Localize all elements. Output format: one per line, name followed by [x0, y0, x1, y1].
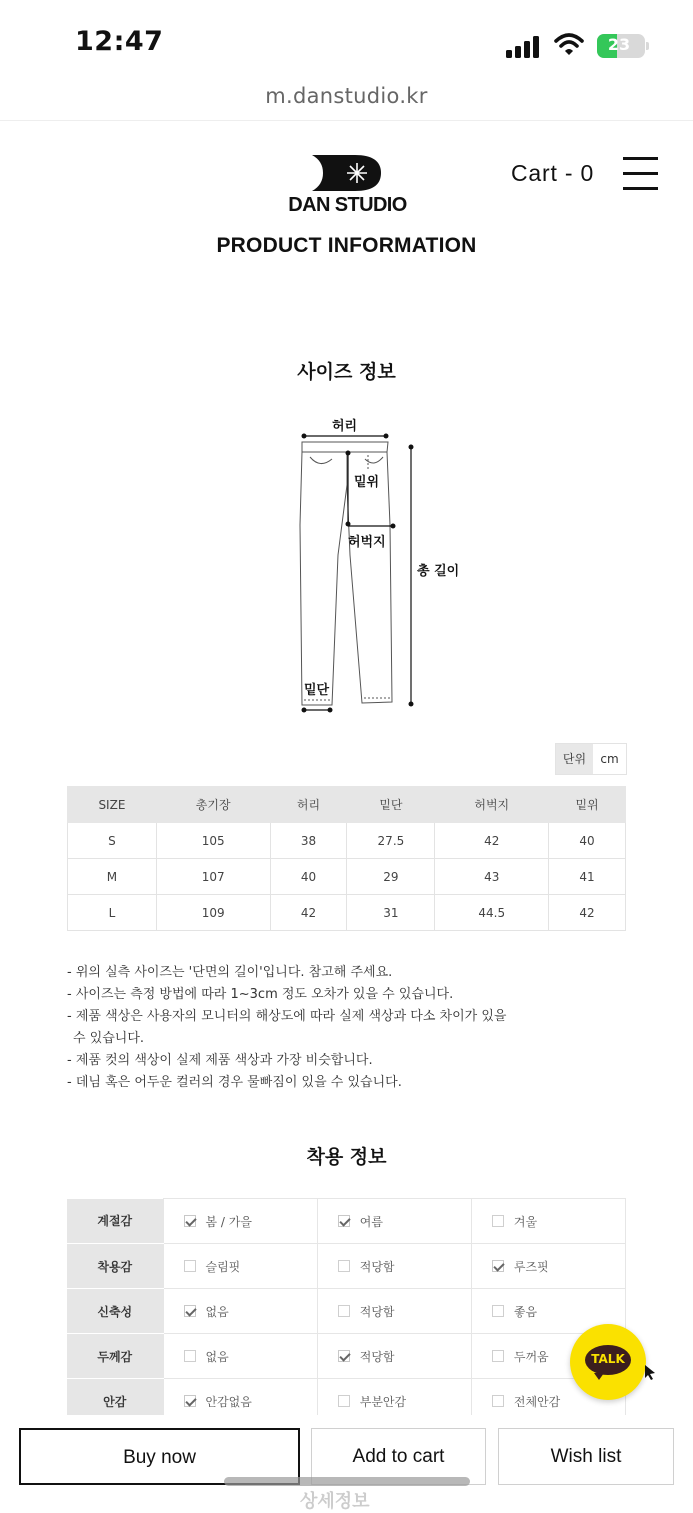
wish-list-button[interactable]: Wish list: [498, 1428, 674, 1485]
diagram-label-thigh: 허벅지: [348, 535, 386, 550]
note-line: - 사이즈는 측정 방법에 따라 1~3cm 정도 오차가 있을 수 있습니다.: [67, 987, 454, 1002]
diagram-label-rise: 밑위: [354, 475, 380, 490]
fit-option-label: 전체안감: [513, 1394, 561, 1409]
unchecked-checkbox-icon: [492, 1350, 504, 1362]
fit-option: [338, 1213, 471, 1230]
fit-option-label: 좋음: [513, 1304, 538, 1319]
table-cell: 38: [270, 823, 347, 859]
fit-option-cell: [471, 1199, 625, 1244]
fit-row-label: 착용감: [67, 1244, 163, 1289]
fit-option: [184, 1393, 317, 1410]
fit-table: [67, 1198, 626, 1424]
fit-row: [67, 1199, 626, 1244]
kakao-talk-label: TALK: [591, 1352, 625, 1366]
battery-charging-icon: [597, 34, 645, 58]
note-line: - 제품 컷의 색상이 실제 제품 색상과 가장 비슷합니다.: [67, 1053, 373, 1068]
status-bar: [0, 0, 693, 80]
table-row: [68, 859, 626, 895]
header-cell: 허리: [270, 787, 347, 823]
fit-option-cell: [317, 1244, 471, 1289]
fit-option-label: 안감없음: [205, 1394, 252, 1409]
fit-row-label: 두께감: [67, 1334, 163, 1379]
fit-option-cell: [163, 1334, 317, 1379]
fit-option-label: 적당함: [359, 1259, 395, 1274]
checked-checkbox-icon: [338, 1350, 350, 1362]
unchecked-checkbox-icon: [492, 1395, 504, 1407]
checked-checkbox-icon: [492, 1260, 504, 1272]
table-row: [68, 895, 626, 931]
table-cell: 40: [549, 823, 626, 859]
unchecked-checkbox-icon: [338, 1305, 350, 1317]
checked-checkbox-icon: [184, 1215, 196, 1227]
checked-checkbox-icon: [184, 1305, 196, 1317]
fit-option-label: 여름: [359, 1214, 383, 1229]
unchecked-checkbox-icon: [338, 1395, 350, 1407]
checked-checkbox-icon: [184, 1395, 196, 1407]
fit-row: [67, 1289, 626, 1334]
fit-option-label: 봄 / 가을: [205, 1214, 252, 1229]
fit-option: [184, 1213, 317, 1230]
divider: [0, 120, 693, 121]
fit-option-label: 두꺼움: [513, 1349, 549, 1364]
fit-option-cell: [163, 1244, 317, 1289]
fit-option-label: 부분안감: [359, 1394, 407, 1409]
table-cell: 42: [270, 895, 347, 931]
bottom-action-bar: [0, 1415, 693, 1512]
table-cell: 41: [549, 859, 626, 895]
next-section-title: 상세정보: [300, 1491, 370, 1512]
fit-row: [67, 1334, 626, 1379]
unchecked-checkbox-icon: [184, 1350, 196, 1362]
table-cell: 105: [156, 823, 270, 859]
fit-option: [184, 1303, 317, 1320]
fit-option-label: 적당함: [359, 1349, 395, 1364]
table-cell: 43: [435, 859, 549, 895]
wifi-icon: [554, 32, 584, 56]
unchecked-checkbox-icon: [492, 1215, 504, 1227]
cart-link[interactable]: Cart - 0: [511, 160, 595, 186]
unit-indicator: [555, 743, 627, 775]
fit-row: [67, 1244, 626, 1289]
fit-option-label: 루즈핏: [513, 1259, 549, 1274]
fit-option-label: 슬림핏: [205, 1259, 241, 1274]
unchecked-checkbox-icon: [184, 1260, 196, 1272]
fit-option-label: 없음: [205, 1349, 229, 1364]
diagram-label-total-length: 총 길이: [417, 564, 460, 579]
fit-section-title: 착용 정보: [306, 1146, 387, 1168]
note-line: - 제품 색상은 사용자의 모니터의 해상도에 따라 실제 색상과 다소 차이가 있을: [67, 1009, 507, 1024]
logo-text: DAN STUDIO: [288, 194, 407, 216]
fit-row-label: 안감: [67, 1379, 163, 1424]
diagram-label-waist: 허리: [332, 419, 358, 434]
table-cell: M: [68, 859, 157, 895]
table-cell: 27.5: [347, 823, 435, 859]
unchecked-checkbox-icon: [492, 1305, 504, 1317]
page-title: PRODUCT INFORMATION: [216, 234, 477, 257]
note-line: - 위의 실측 사이즈는 '단면의 길이'입니다. 참고해 주세요.: [67, 965, 393, 980]
note-line: 수 있습니다.: [73, 1031, 145, 1046]
unit-value: cm: [600, 752, 619, 766]
signal-icon: [506, 36, 542, 58]
address-bar[interactable]: m.danstudio.kr: [265, 84, 428, 108]
size-notes: [67, 962, 547, 1094]
unchecked-checkbox-icon: [338, 1260, 350, 1272]
size-table: [67, 786, 626, 931]
table-cell: 31: [347, 895, 435, 931]
fit-option-cell: [471, 1244, 625, 1289]
table-cell: 44.5: [435, 895, 549, 931]
logo-mark-icon: [275, 152, 420, 194]
fit-option: [338, 1258, 471, 1275]
hamburger-menu-icon[interactable]: [623, 155, 659, 191]
fit-option: [338, 1303, 471, 1320]
kakao-talk-button[interactable]: [570, 1324, 646, 1400]
size-section-title: 사이즈 정보: [297, 361, 396, 383]
table-row: [68, 823, 626, 859]
buy-now-button[interactable]: Buy now: [19, 1428, 300, 1485]
fit-option: [338, 1393, 471, 1410]
fit-option: [338, 1348, 471, 1365]
fit-option-label: 적당함: [359, 1304, 395, 1319]
fit-option-cell: [163, 1289, 317, 1334]
pants-size-diagram: [280, 405, 480, 720]
battery-percent: 23: [607, 35, 631, 54]
diagram-label-hem: 밑단: [304, 683, 330, 698]
fit-option-cell: [317, 1334, 471, 1379]
fit-option: [184, 1258, 317, 1275]
fit-option: [492, 1258, 625, 1275]
fit-option: [492, 1213, 625, 1230]
cursor-icon: [643, 1363, 657, 1381]
table-cell: 40: [270, 859, 347, 895]
fit-row-label: 계절감: [67, 1199, 163, 1244]
fit-option-label: 없음: [205, 1304, 229, 1319]
table-cell: 29: [347, 859, 435, 895]
add-to-cart-button[interactable]: Add to cart: [311, 1428, 486, 1485]
home-indicator[interactable]: [224, 1477, 470, 1486]
fit-row-label: 신축성: [67, 1289, 163, 1334]
fit-option-cell: [317, 1199, 471, 1244]
table-cell: 42: [549, 895, 626, 931]
header-cell: 밑단: [347, 787, 435, 823]
header-cell: 허벅지: [435, 787, 549, 823]
brand-logo[interactable]: [275, 152, 420, 222]
table-cell: 107: [156, 859, 270, 895]
table-cell: S: [68, 823, 157, 859]
fit-option-cell: [317, 1289, 471, 1334]
unit-label: 단위: [556, 744, 593, 774]
table-cell: 109: [156, 895, 270, 931]
table-cell: 42: [435, 823, 549, 859]
fit-option-label: 겨울: [513, 1214, 538, 1229]
header-cell: 밑위: [549, 787, 626, 823]
fit-option: [492, 1303, 625, 1320]
checked-checkbox-icon: [338, 1215, 350, 1227]
fit-option-cell: [163, 1199, 317, 1244]
status-time: 12:47: [75, 26, 164, 57]
fit-option: [184, 1348, 317, 1365]
note-line: - 데님 혹은 어두운 컬러의 경우 물빠짐이 있을 수 있습니다.: [67, 1075, 402, 1090]
table-cell: L: [68, 895, 157, 931]
header-cell: SIZE: [68, 787, 157, 823]
header-cell: 총기장: [156, 787, 270, 823]
size-table-header: [68, 787, 626, 823]
